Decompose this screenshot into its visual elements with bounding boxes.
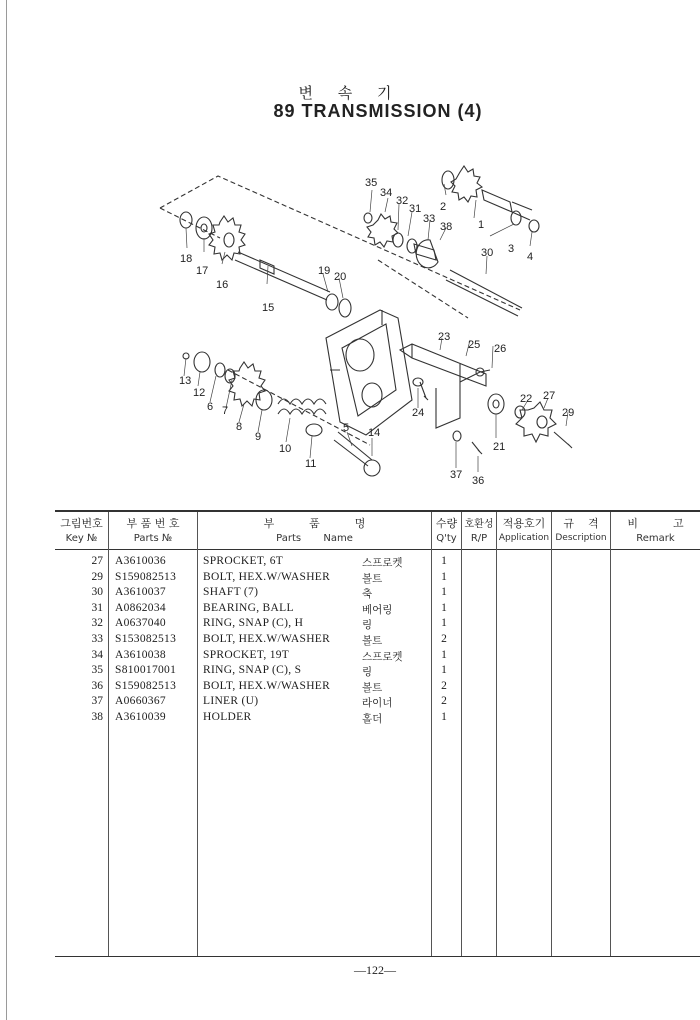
cell-key: 32 (91, 617, 103, 630)
callout-26: 26 (494, 343, 507, 355)
cell-qty: 2 (441, 633, 447, 645)
cell-key: 34 (91, 648, 103, 661)
table-row (55, 586, 700, 602)
cell-part-number: S153082513 (115, 633, 177, 645)
header-remark: 비 고 (627, 517, 684, 530)
callout-17: 17 (196, 265, 209, 277)
header-name: 부 품 명 (263, 517, 366, 530)
cell-key: 35 (91, 664, 103, 677)
callout-23: 23 (438, 331, 451, 343)
lower-shaft-assembly (183, 352, 380, 476)
callout-27: 27 (543, 390, 556, 402)
cell-part-name: BOLT, HEX.W/WASHER (203, 679, 331, 692)
callout-11: 11 (305, 458, 317, 470)
header-parts: 부 품 번 호 (126, 517, 180, 530)
cell-part-number: S159082513 (115, 570, 177, 583)
gearbox-housing (326, 310, 412, 435)
cell-korean-name: 볼트 (362, 572, 383, 585)
exploded-parts-diagram (150, 160, 590, 495)
callout-36: 36 (472, 475, 485, 487)
cell-korean-name: 스프로켓 (362, 650, 403, 663)
cell-part-number: A3610039 (115, 711, 166, 723)
cell-part-number: A3610036 (115, 555, 166, 567)
cell-part-name: LINER (U) (203, 695, 259, 708)
callout-38: 38 (440, 221, 453, 233)
callout-12: 12 (193, 387, 206, 399)
cell-part-name: SPROCKET, 6T (203, 555, 284, 567)
table-row (55, 602, 700, 618)
callout-9: 9 (255, 431, 262, 443)
cell-part-number: A0660367 (115, 695, 166, 708)
cell-korean-name: 스프로켓 (362, 557, 403, 569)
callout-6: 6 (207, 401, 214, 413)
header-application: 적용호기 (502, 517, 546, 530)
cell-part-number: A0637040 (115, 617, 166, 630)
table-row (55, 617, 700, 633)
callout-13: 13 (179, 375, 192, 387)
upper-shaft-assembly (414, 166, 539, 316)
header-description: 규 격 (563, 517, 599, 530)
cell-qty: 2 (441, 695, 447, 708)
callout-2: 2 (440, 201, 447, 213)
header-parts-sub: Parts № (133, 533, 173, 544)
cell-key: 31 (91, 601, 103, 614)
callout-22: 22 (520, 393, 533, 405)
table-row (55, 633, 700, 649)
cell-part-name: BOLT, HEX.W/WASHER (203, 570, 331, 583)
cell-key: 36 (91, 679, 103, 692)
callout-15: 15 (262, 302, 275, 314)
header-key-sub: Key № (65, 533, 98, 544)
callout-33: 33 (423, 213, 436, 225)
cell-qty: 1 (441, 601, 447, 614)
cell-key: 38 (91, 711, 103, 723)
callout-14: 14 (368, 427, 381, 439)
callout-35: 35 (365, 177, 378, 189)
cell-korean-name: 볼트 (362, 635, 383, 647)
table-row (55, 664, 700, 680)
cell-key: 27 (91, 555, 103, 567)
cell-korean-name: 볼트 (362, 681, 383, 694)
table-row (55, 571, 700, 587)
header-qty-sub: Q'ty (436, 533, 457, 544)
cell-part-name: SHAFT (7) (203, 586, 259, 599)
callout-31: 31 (409, 203, 422, 215)
cell-key: 33 (91, 633, 103, 645)
callout-25: 25 (468, 339, 481, 351)
callout-19: 19 (318, 265, 331, 277)
callout-18: 18 (180, 253, 193, 265)
cell-key: 30 (91, 586, 103, 599)
callout-10: 10 (279, 443, 292, 455)
cell-korean-name: 축 (362, 588, 373, 601)
cell-key: 37 (91, 695, 103, 708)
callout-34: 34 (380, 187, 393, 199)
table-top-rule (55, 510, 700, 512)
table-row (55, 680, 700, 696)
cell-qty: 1 (441, 555, 447, 567)
alignment-line-mid (378, 260, 468, 318)
cell-qty: 1 (441, 617, 447, 630)
cell-part-number: A3610038 (115, 648, 166, 661)
cell-part-name: RING, SNAP (C), S (203, 664, 302, 677)
header-description-sub: Description (555, 533, 607, 543)
header-application-sub: Application (498, 533, 550, 543)
cell-qty: 1 (441, 711, 447, 723)
callout-7: 7 (222, 405, 229, 417)
callout-30: 30 (481, 247, 494, 259)
table-header-rule (55, 549, 700, 550)
page-edge (6, 0, 7, 1020)
cell-part-number: S159082513 (115, 679, 177, 692)
cell-part-name: HOLDER (203, 711, 252, 723)
callout-32: 32 (396, 195, 409, 207)
cell-korean-name: 홀더 (362, 713, 383, 725)
table-row (55, 695, 700, 711)
cell-part-number: S810017001 (115, 664, 177, 677)
cell-qty: 1 (441, 586, 447, 599)
table-bottom-rule (55, 956, 700, 957)
cell-part-number: A0862034 (115, 601, 166, 614)
middle-sprocket-assembly (364, 213, 417, 253)
cell-key: 29 (91, 570, 103, 583)
callout-16: 16 (216, 279, 229, 291)
cell-part-number: A3610037 (115, 586, 166, 599)
cell-korean-name: 베어링 (362, 603, 393, 616)
callout-21: 21 (493, 441, 506, 453)
title-korean: 변 속 기 (298, 84, 402, 102)
cell-qty: 1 (441, 570, 447, 583)
callout-3: 3 (508, 243, 515, 255)
header-key: 그림번호 (60, 517, 103, 530)
cell-korean-name: 링 (362, 619, 373, 632)
cell-part-name: SPROCKET, 19T (203, 648, 290, 661)
callout-37: 37 (450, 469, 463, 481)
header-remark-sub: Remark (636, 533, 675, 544)
header-name-sub: Parts Name (276, 533, 353, 544)
cell-qty: 1 (441, 648, 447, 661)
page-number: —122— (354, 963, 396, 977)
cell-korean-name: 링 (362, 666, 373, 679)
header-rp-sub: R/P (470, 533, 488, 544)
callout-8: 8 (236, 421, 243, 433)
header-rp: 호환성 (464, 519, 494, 530)
table-row (55, 555, 700, 571)
table-row (55, 711, 700, 727)
cell-part-name: RING, SNAP (C), H (203, 617, 304, 630)
header-qty: 수량 (435, 517, 458, 530)
callout-5: 5 (343, 422, 350, 434)
cell-korean-name: 라이너 (362, 697, 393, 710)
table-row (55, 649, 700, 665)
callout-4: 4 (527, 251, 534, 263)
callout-24: 24 (412, 407, 425, 419)
cell-part-name: BOLT, HEX.W/WASHER (203, 633, 331, 645)
cell-qty: 1 (441, 664, 447, 677)
callout-1: 1 (478, 219, 485, 231)
cell-part-name: BEARING, BALL (203, 601, 294, 614)
callout-20: 20 (334, 271, 347, 283)
title-english: 89 TRANSMISSION (4) (273, 101, 483, 121)
callout-29: 29 (562, 407, 575, 419)
cell-qty: 2 (441, 679, 447, 692)
